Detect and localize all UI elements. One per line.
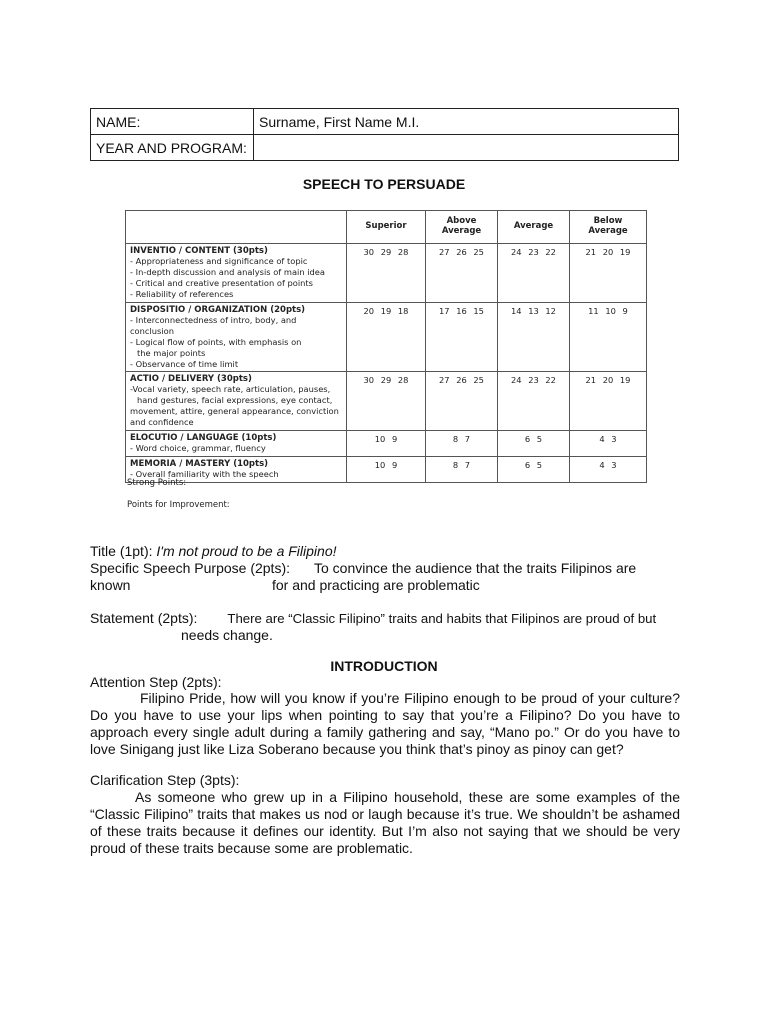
- points-for-improvement-label: Points for Improvement:: [127, 500, 230, 510]
- speech-title-value: I'm not proud to be a Filipino!: [156, 543, 337, 559]
- rubric-criteria-header: [126, 211, 347, 244]
- score-average[interactable]: 6 5: [498, 431, 570, 457]
- criteria-title: ACTIO / DELIVERY (30pts): [130, 374, 252, 385]
- score-below-average[interactable]: 11 10 9: [570, 302, 647, 372]
- criteria-line: - In-depth discussion and analysis of main idea: [130, 266, 325, 277]
- criteria-line: - Overall familiarity with the speech: [130, 469, 279, 480]
- statement-label: Statement (2pts):: [90, 610, 198, 626]
- rubric-header-row: [126, 211, 647, 244]
- score-above-average[interactable]: 27 26 25: [426, 372, 498, 431]
- rubric-row-actio: [126, 372, 647, 431]
- criteria-line: - Reliability of references: [130, 288, 234, 299]
- header-label: Superior: [365, 221, 407, 232]
- name-label: NAME:: [91, 109, 254, 135]
- rubric-row-inventio: [126, 244, 647, 303]
- score-average[interactable]: 24 23 22: [498, 244, 570, 303]
- score-superior[interactable]: 10 9: [347, 431, 426, 457]
- score-superior[interactable]: 30 29 28: [347, 372, 426, 431]
- name-field[interactable]: Surname, First Name M.I.: [254, 109, 679, 135]
- name-row: [91, 109, 679, 135]
- rubric-row-memoria: [126, 457, 647, 483]
- criteria-line: - Critical and creative presentation of points: [130, 277, 313, 288]
- statement-line: [90, 610, 680, 627]
- statement-line-2: needs change.: [181, 627, 273, 643]
- statement-value: There are “Classic Filipino” traits and habits that Filipinos are proud of but: [227, 611, 657, 626]
- rubric-header-above-average: [426, 211, 498, 244]
- score-average[interactable]: 14 13 12: [498, 302, 570, 372]
- score-below-average[interactable]: 21 20 19: [570, 244, 647, 303]
- criteria-title: MEMORIA / MASTERY (10pts): [130, 459, 269, 470]
- speech-title-label: Title (1pt):: [90, 543, 153, 559]
- criteria-line: and confidence: [130, 417, 194, 428]
- criteria-cell: [126, 372, 347, 431]
- score-superior[interactable]: 30 29 28: [347, 244, 426, 303]
- criteria-title: DISPOSITIO / ORGANIZATION (20pts): [130, 304, 306, 315]
- speech-purpose-label: Specific Speech Purpose (2pts):: [90, 560, 290, 576]
- score-below-average[interactable]: 4 3: [570, 457, 647, 483]
- score-above-average[interactable]: 8 7: [426, 457, 498, 483]
- criteria-line: - Interconnectedness of intro, body, and conclusion: [130, 314, 297, 336]
- strong-points-label: Strong Points:: [127, 478, 187, 488]
- clarification-step-text: As someone who grew up in a Filipino household, these are some examples of the “Classic Filipino” traits that makes us nod or laugh because it’s true. We shouldn’t be ashamed of these traits because it defines our identity. But I’m also not saying that we should be very proud of these traits because some are problematic.: [90, 789, 680, 856]
- criteria-cell: [126, 302, 347, 372]
- rubric-row-elocutio: [126, 431, 647, 457]
- criteria-line: - Appropriateness and significance of topic: [130, 256, 308, 266]
- criteria-line: movement, attire, general appearance, conviction: [130, 406, 339, 417]
- score-superior[interactable]: 20 19 18: [347, 302, 426, 372]
- year-program-row: [91, 135, 679, 161]
- criteria-line: -Vocal variety, speech rate, articulation, pauses,: [130, 384, 331, 395]
- introduction-heading: INTRODUCTION: [330, 658, 438, 674]
- score-below-average[interactable]: 4 3: [570, 431, 647, 457]
- rubric-header-below-average: [570, 211, 647, 244]
- score-above-average[interactable]: 27 26 25: [426, 244, 498, 303]
- rubric-row-dispositio: [126, 302, 647, 372]
- header-label: Above Average: [441, 216, 482, 236]
- speech-purpose-value: To convince the audience that the traits Filipinos are known: [90, 560, 637, 593]
- speech-purpose-line-2: for and practicing are problematic: [272, 577, 480, 593]
- score-above-average[interactable]: 8 7: [426, 431, 498, 457]
- score-superior[interactable]: 10 9: [347, 457, 426, 483]
- year-program-field[interactable]: [254, 135, 679, 161]
- document-title: SPEECH TO PERSUADE: [302, 176, 466, 192]
- criteria-cell: [126, 244, 347, 303]
- year-program-label: YEAR AND PROGRAM:: [91, 135, 254, 161]
- header-label: Average: [513, 221, 554, 232]
- rubric-header-superior: [347, 211, 426, 244]
- criteria-line: - Observance of time limit: [130, 358, 239, 369]
- student-info-table: [90, 108, 679, 161]
- criteria-title: ELOCUTIO / LANGUAGE (10pts): [130, 433, 277, 444]
- header-label: Below Average: [588, 216, 628, 236]
- score-above-average[interactable]: 17 16 15: [426, 302, 498, 372]
- rubric-header-average: [498, 211, 570, 244]
- criteria-line: - Word choice, grammar, fluency: [130, 443, 266, 454]
- rubric-table: [125, 210, 647, 483]
- score-below-average[interactable]: 21 20 19: [570, 372, 647, 431]
- criteria-line: hand gestures, facial expressions, eye contact,: [137, 395, 333, 406]
- clarification-step-label: Clarification Step (3pts):: [90, 772, 240, 788]
- score-average[interactable]: 6 5: [498, 457, 570, 483]
- score-average[interactable]: 24 23 22: [498, 372, 570, 431]
- criteria-title: INVENTIO / CONTENT (30pts): [130, 246, 268, 256]
- attention-step-label: Attention Step (2pts):: [90, 674, 222, 690]
- speech-title-line: [90, 543, 680, 560]
- attention-step-text: Filipino Pride, how will you know if you’re Filipino enough to be proud of your culture? Do you have to use your lips when pointing to say that you’re a Filipino? Do you have to approach every single adult during a family gathering and say, “Mano po.” Or do you have to love Sinigang just like Liza Soberano because you think that’s pinoy as pinoy can get?: [90, 690, 680, 757]
- criteria-line: the major points: [137, 347, 206, 358]
- criteria-line: - Logical flow of points, with emphasis on: [130, 336, 302, 347]
- criteria-cell: [126, 431, 347, 457]
